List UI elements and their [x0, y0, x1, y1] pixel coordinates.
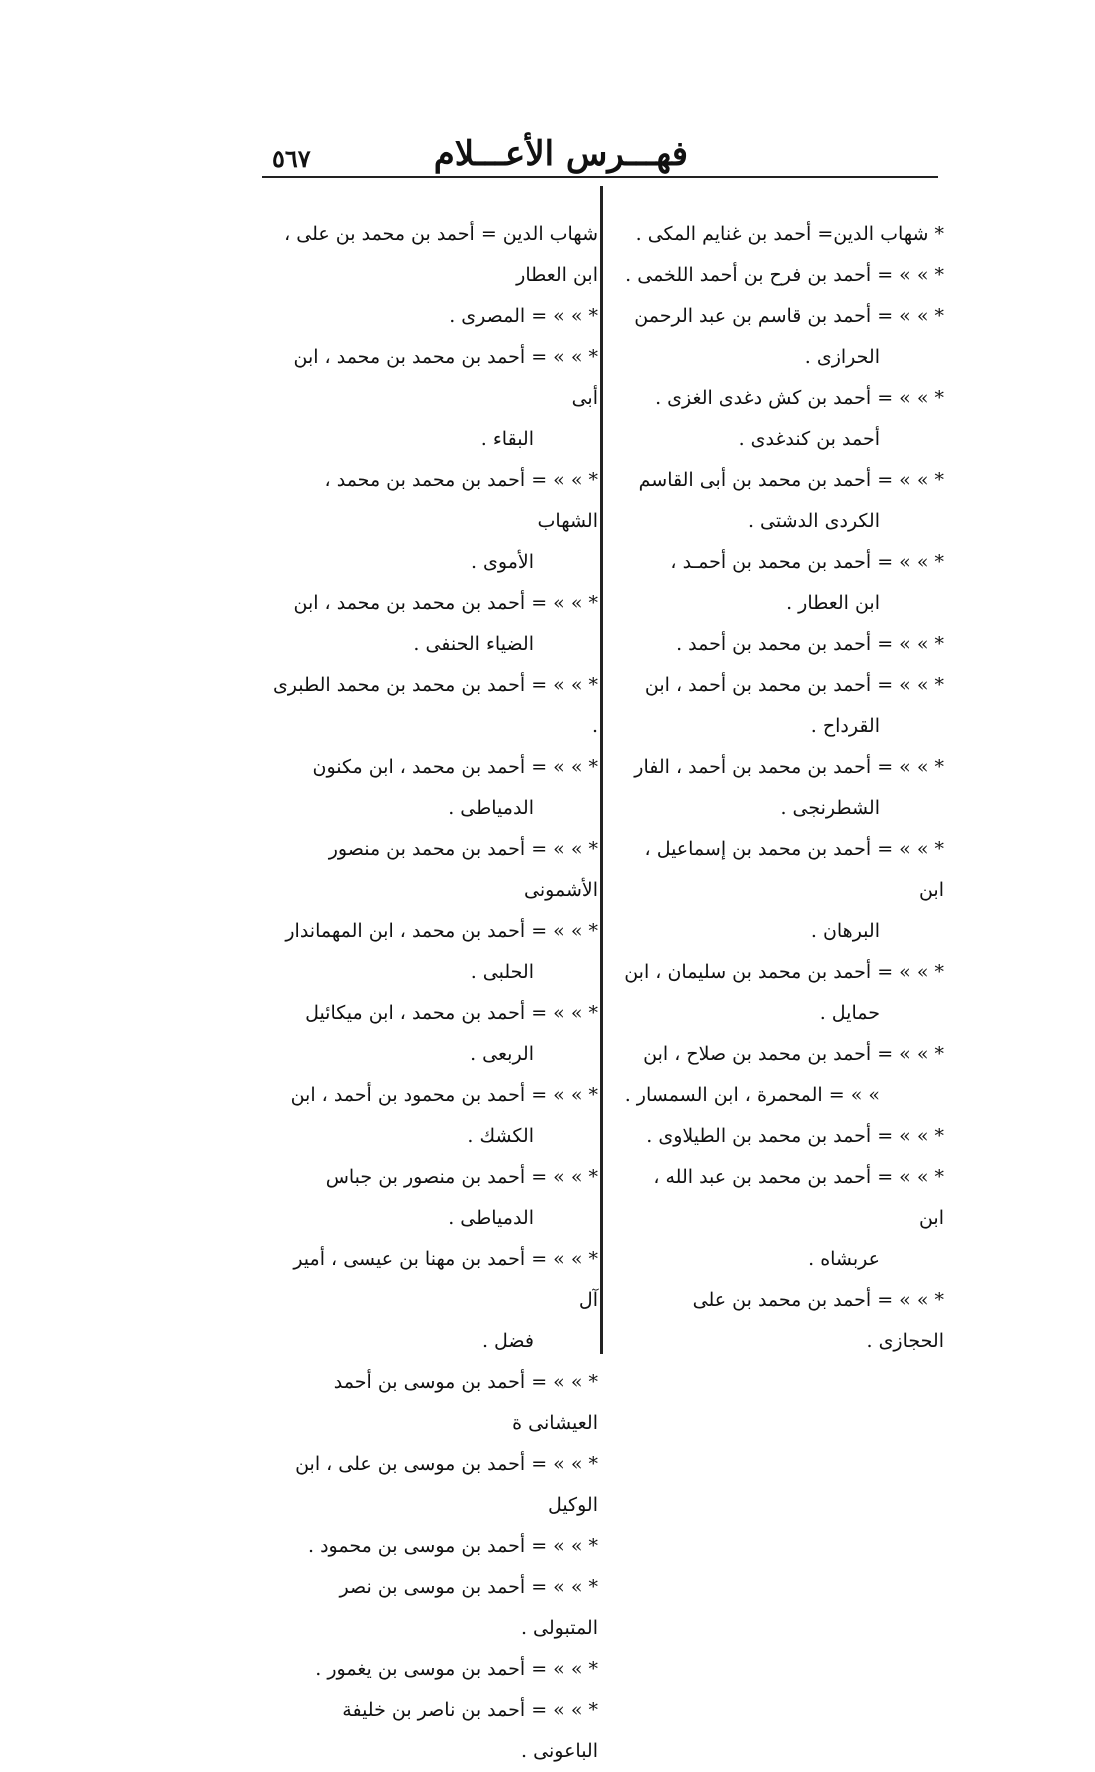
- index-entry: [272, 1444, 598, 1526]
- index-entry: [272, 1362, 598, 1444]
- entry-line: * » » = أحمد بن محمد بن منصور الأشمونى: [328, 838, 598, 901]
- entry-line: * » » = أحمد بن محمد بن محمد ، ابن أبى: [293, 346, 598, 409]
- index-entry: [272, 337, 598, 460]
- header-rule: [262, 176, 938, 178]
- index-entry: [624, 296, 944, 378]
- entry-continuation: البرهان .: [810, 920, 880, 942]
- index-entry: [624, 952, 944, 1034]
- entry-line: * » » = أحمد بن محمد بن محمد الطبرى .: [272, 674, 598, 737]
- entry-continuation: الكشك .: [467, 1125, 534, 1147]
- column-divider: [600, 186, 603, 1354]
- entry-line: * » » = أحمد بن ناصر بن خليفة الباعونى .: [342, 1699, 598, 1762]
- entry-line: * » » = المصرى .: [449, 305, 598, 327]
- entry-line: * » » = أحمد بن فرح بن أحمد اللخمى .: [625, 264, 944, 286]
- index-entry: [624, 665, 944, 747]
- index-entry: [624, 624, 944, 665]
- left-column: [272, 214, 598, 1772]
- entry-line: * » » = أحمد بن محمد ، ابن المهماندار: [285, 920, 598, 942]
- entry-line: * » » = أحمد بن محمد بن أحمد .: [676, 633, 944, 655]
- entry-line: * » » = أحمد بن محمد بن أحمد ، ابن: [644, 674, 944, 696]
- entry-line: * » » = أحمد بن محمد بن صلاح ، ابن: [643, 1043, 944, 1065]
- index-entry: [272, 829, 598, 911]
- entry-continuation: الدمياطى .: [448, 797, 534, 819]
- entry-line: * » » = أحمد بن محمد بن محمد ، ابن: [293, 592, 598, 614]
- index-entry: [272, 1649, 598, 1690]
- entry-line: * » » = أحمد بن محمد بن سليمان ، ابن: [624, 961, 944, 983]
- entry-line: * » » = أحمد بن محمد بن إسماعيل ، ابن: [644, 838, 944, 901]
- index-entry: [624, 255, 944, 296]
- index-entry: [272, 1157, 598, 1239]
- entry-line: * » » = أحمد بن محمد ، ابن ميكائيل: [305, 1002, 598, 1024]
- right-column: [624, 214, 944, 1362]
- entry-line: * » » = أحمد بن محمد بن أحمـد ،: [670, 551, 944, 573]
- index-entry: [272, 1239, 598, 1362]
- index-entry: [624, 378, 944, 460]
- index-entry: [272, 1526, 598, 1567]
- index-entry: [624, 1280, 944, 1362]
- entry-continuation: الشطرنجى .: [780, 797, 880, 819]
- entry-line: * » » = أحمد بن محمد بن أبى القاسم: [638, 469, 944, 491]
- entry-continuation: البقاء .: [480, 428, 534, 450]
- entry-line: * » » = أحمد بن محمد بن على الحجازى .: [692, 1289, 944, 1352]
- entry-line: * » » = أحمد بن موسى بن أحمد العيشانى ة: [333, 1371, 598, 1434]
- entry-line: * » » = أحمد بن محمد بن عبد الله ، ابن: [653, 1166, 944, 1229]
- index-entry: [624, 214, 944, 255]
- index-entry: [272, 993, 598, 1075]
- index-entry: [272, 747, 598, 829]
- entry-line: * » » = أحمد بن مهنا بن عيسى ، أمير آل: [293, 1248, 598, 1311]
- entry-continuation: القرداح .: [810, 715, 880, 737]
- entry-line: * » » = أحمد بن منصور بن جباس: [325, 1166, 598, 1188]
- entry-line: * » » = أحمد بن موسى بن محمود .: [307, 1535, 598, 1557]
- index-entry: [624, 542, 944, 624]
- entry-line: * » » = أحمد بن قاسم بن عبد الرحمن: [634, 305, 944, 327]
- entry-continuation: » » = المحمرة ، ابن السمسار .: [624, 1084, 880, 1106]
- entry-line: * » » = أحمد بن محمد بن أحمد ، الفار: [634, 756, 944, 778]
- entry-continuation: حمايل .: [819, 1002, 880, 1024]
- index-entry: [624, 1034, 944, 1116]
- entry-continuation: الربعى .: [470, 1043, 534, 1065]
- entry-continuation: الحرازى .: [804, 346, 880, 368]
- entry-line: * » » = أحمد بن موسى بن نصر المتبولى .: [339, 1576, 598, 1639]
- index-entry: [272, 911, 598, 993]
- index-entry: [272, 296, 598, 337]
- page-header: [262, 128, 938, 178]
- index-entry: [624, 829, 944, 952]
- entry-continuation: الحلبى .: [470, 961, 534, 983]
- index-entry: [272, 214, 598, 296]
- index-entry: [624, 747, 944, 829]
- entry-continuation: الدمياطى .: [448, 1207, 534, 1229]
- index-entry: [272, 1690, 598, 1772]
- entry-line: شهاب الدين = أحمد بن محمد بن على ، ابن العطار: [284, 223, 598, 286]
- entry-line: * » » = أحمد بن موسى بن يغمور .: [315, 1658, 598, 1680]
- entry-line: * » » = أحمد بن محمد بن محمد ، الشهاب: [324, 469, 598, 532]
- entry-line: * » » = أحمد بن محمود بن أحمد ، ابن: [290, 1084, 598, 1106]
- index-entry: [272, 1075, 598, 1157]
- entry-line: * » » = أحمد بن محمد بن الطيلاوى .: [646, 1125, 944, 1147]
- entry-continuation: الأموى .: [470, 551, 534, 573]
- page-number: ٥٦٧: [272, 144, 311, 173]
- index-entry: [624, 1116, 944, 1157]
- entry-continuation: الضياء الحنفى .: [413, 633, 534, 655]
- index-entry: [272, 665, 598, 747]
- entry-line: * شهاب الدين= أحمد بن غنايم المكى .: [635, 223, 944, 245]
- index-entry: [624, 460, 944, 542]
- index-entry: [624, 1157, 944, 1280]
- page-title: فهـــرس الأعـــلام: [433, 134, 688, 174]
- entry-line: * » » = أحمد بن محمد ، ابن مكنون: [312, 756, 598, 778]
- entry-continuation: ابن العطار .: [786, 592, 880, 614]
- entry-line: * » » = أحمد بن موسى بن على ، ابن الوكيل: [295, 1453, 598, 1516]
- index-entry: [272, 460, 598, 583]
- entry-continuation: أحمد بن كندغدى .: [738, 428, 880, 450]
- entry-line: * » » = أحمد بن كش دغدى الغزى .: [655, 387, 944, 409]
- entry-continuation: عربشاه .: [808, 1248, 880, 1270]
- entry-continuation: فضل .: [481, 1330, 534, 1352]
- index-entry: [272, 1567, 598, 1649]
- entry-continuation: الكردى الدشتى .: [747, 510, 880, 532]
- index-entry: [272, 583, 598, 665]
